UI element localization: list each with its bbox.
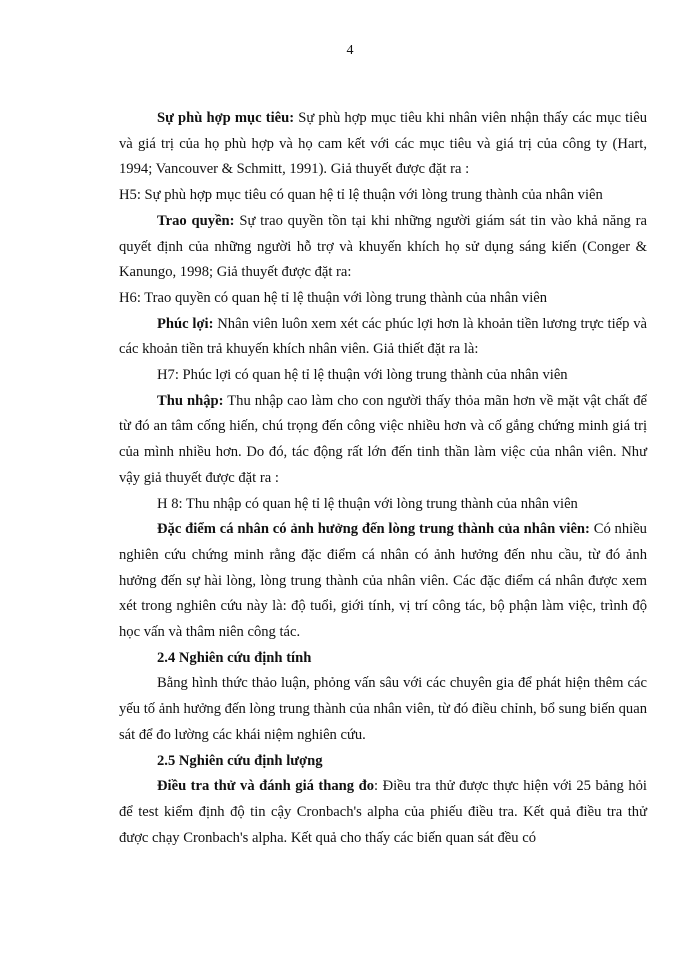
term-pilot-survey: Điều tra thử và đánh giá thang đo: [157, 778, 375, 795]
hypothesis-h7: H7: Phúc lợi có quan hệ tỉ lệ thuận với lòng trung thành của nhân viên: [157, 367, 568, 384]
term-income: Thu nhập:: [157, 392, 224, 409]
hypothesis-h8: H 8: Thu nhập có quan hệ tỉ lệ thuận với lòng trung thành của nhân viên: [157, 495, 578, 512]
page-number: 4: [346, 43, 354, 58]
hypothesis-h6: H6: Trao quyền có quan hệ tỉ lệ thuận với lòng trung thành của nhân viên: [119, 289, 548, 306]
section-heading-2-5: 2.5 Nghiên cứu định lượng: [157, 752, 323, 769]
paragraph-qualitative: Bằng hình thức thảo luận, phỏng vấn sâu với các chuyên gia để phát hiện thêm các yếu tố ảnh hưởng đến lòng trung thành của nhân viên, từ đó điều chỉnh, bổ sung biến quan sát để đo lường các khái niệm nghiên cứu.: [119, 675, 647, 743]
term-personal-traits: Đặc điểm cá nhân có ảnh hưởng đến lòng trung thành của nhân viên:: [157, 521, 590, 538]
paragraph-goal-fit: Sự phù hợp mục tiêu: Sự phù hợp mục tiêu khi nhân viên nhận thấy các mục tiêu và giá trị của họ phù hợp và họ cam kết với các mục tiêu và giá trị của công ty (Hart, 1994; Vancouver & Schmitt, 1991). Giả thuyết được đặt ra :: [119, 110, 648, 178]
term-goal-fit: Sự phù hợp mục tiêu:: [157, 110, 295, 126]
paragraph-welfare: Phúc lợi: Nhân viên luôn xem xét các phúc lợi hơn là khoản tiền lương trực tiếp và các khoản tiền trả khuyến khích nhân viên. Giả thiết đặt ra là:: [119, 315, 647, 358]
section-heading-2-4: 2.4 Nghiên cứu định tính: [157, 649, 312, 666]
paragraph-income: Thu nhập: Thu nhập cao làm cho con người thấy thỏa mãn hơn về mặt vật chất để từ đó an tâm cống hiến, chú trọng đến công việc nhiều hơn và cố gắng chứng minh giá trị của mình nhiều hơn. Do đó, tác động rất lớn đến tinh thần làm việc của nhân viên. Như vậy giả thuyết được đặt ra :: [119, 392, 648, 486]
hypothesis-h5: H5: Sự phù hợp mục tiêu có quan hệ tỉ lệ thuận với lòng trung thành của nhân viên: [119, 187, 603, 204]
paragraph-pilot-survey: Điều tra thử và đánh giá thang đo: Điều tra thử được thực hiện với 25 bảng hỏi để test kiểm định độ tin cậy Cronbach's alpha của phiếu điều tra. Kết quả điều tra thử được chạy Cronbach's alpha. Kết quả cho thấy các biến quan sát đều có: [119, 778, 647, 846]
term-empowerment: Trao quyền:: [157, 212, 235, 229]
paragraph-personal-traits: Đặc điểm cá nhân có ảnh hưởng đến lòng trung thành của nhân viên: Có nhiều nghiên cứu chứng minh rằng đặc điểm cá nhân có ảnh hưởng đến nhu cầu, từ đó ảnh hưởng đến sự hài lòng, lòng trung thành của nhân viên. Các đặc điểm cá nhân được xem xét trong nghiên cứu này là: độ tuổi, giới tính, vị trí công tác, bộ phận làm việc, trình độ học vấn và thâm niên công tác.: [119, 521, 647, 641]
paragraph-empowerment: Trao quyền: Sự trao quyền tồn tại khi những người giám sát tin vào khả năng ra quyết định của những người hỗ trợ và khuyến khích họ sử dụng sáng kiến (Conger & Kanungo, 1998; Giả thuyết được đặt ra:: [119, 212, 647, 281]
term-welfare: Phúc lợi:: [157, 315, 214, 332]
document-body: [119, 106, 647, 851]
